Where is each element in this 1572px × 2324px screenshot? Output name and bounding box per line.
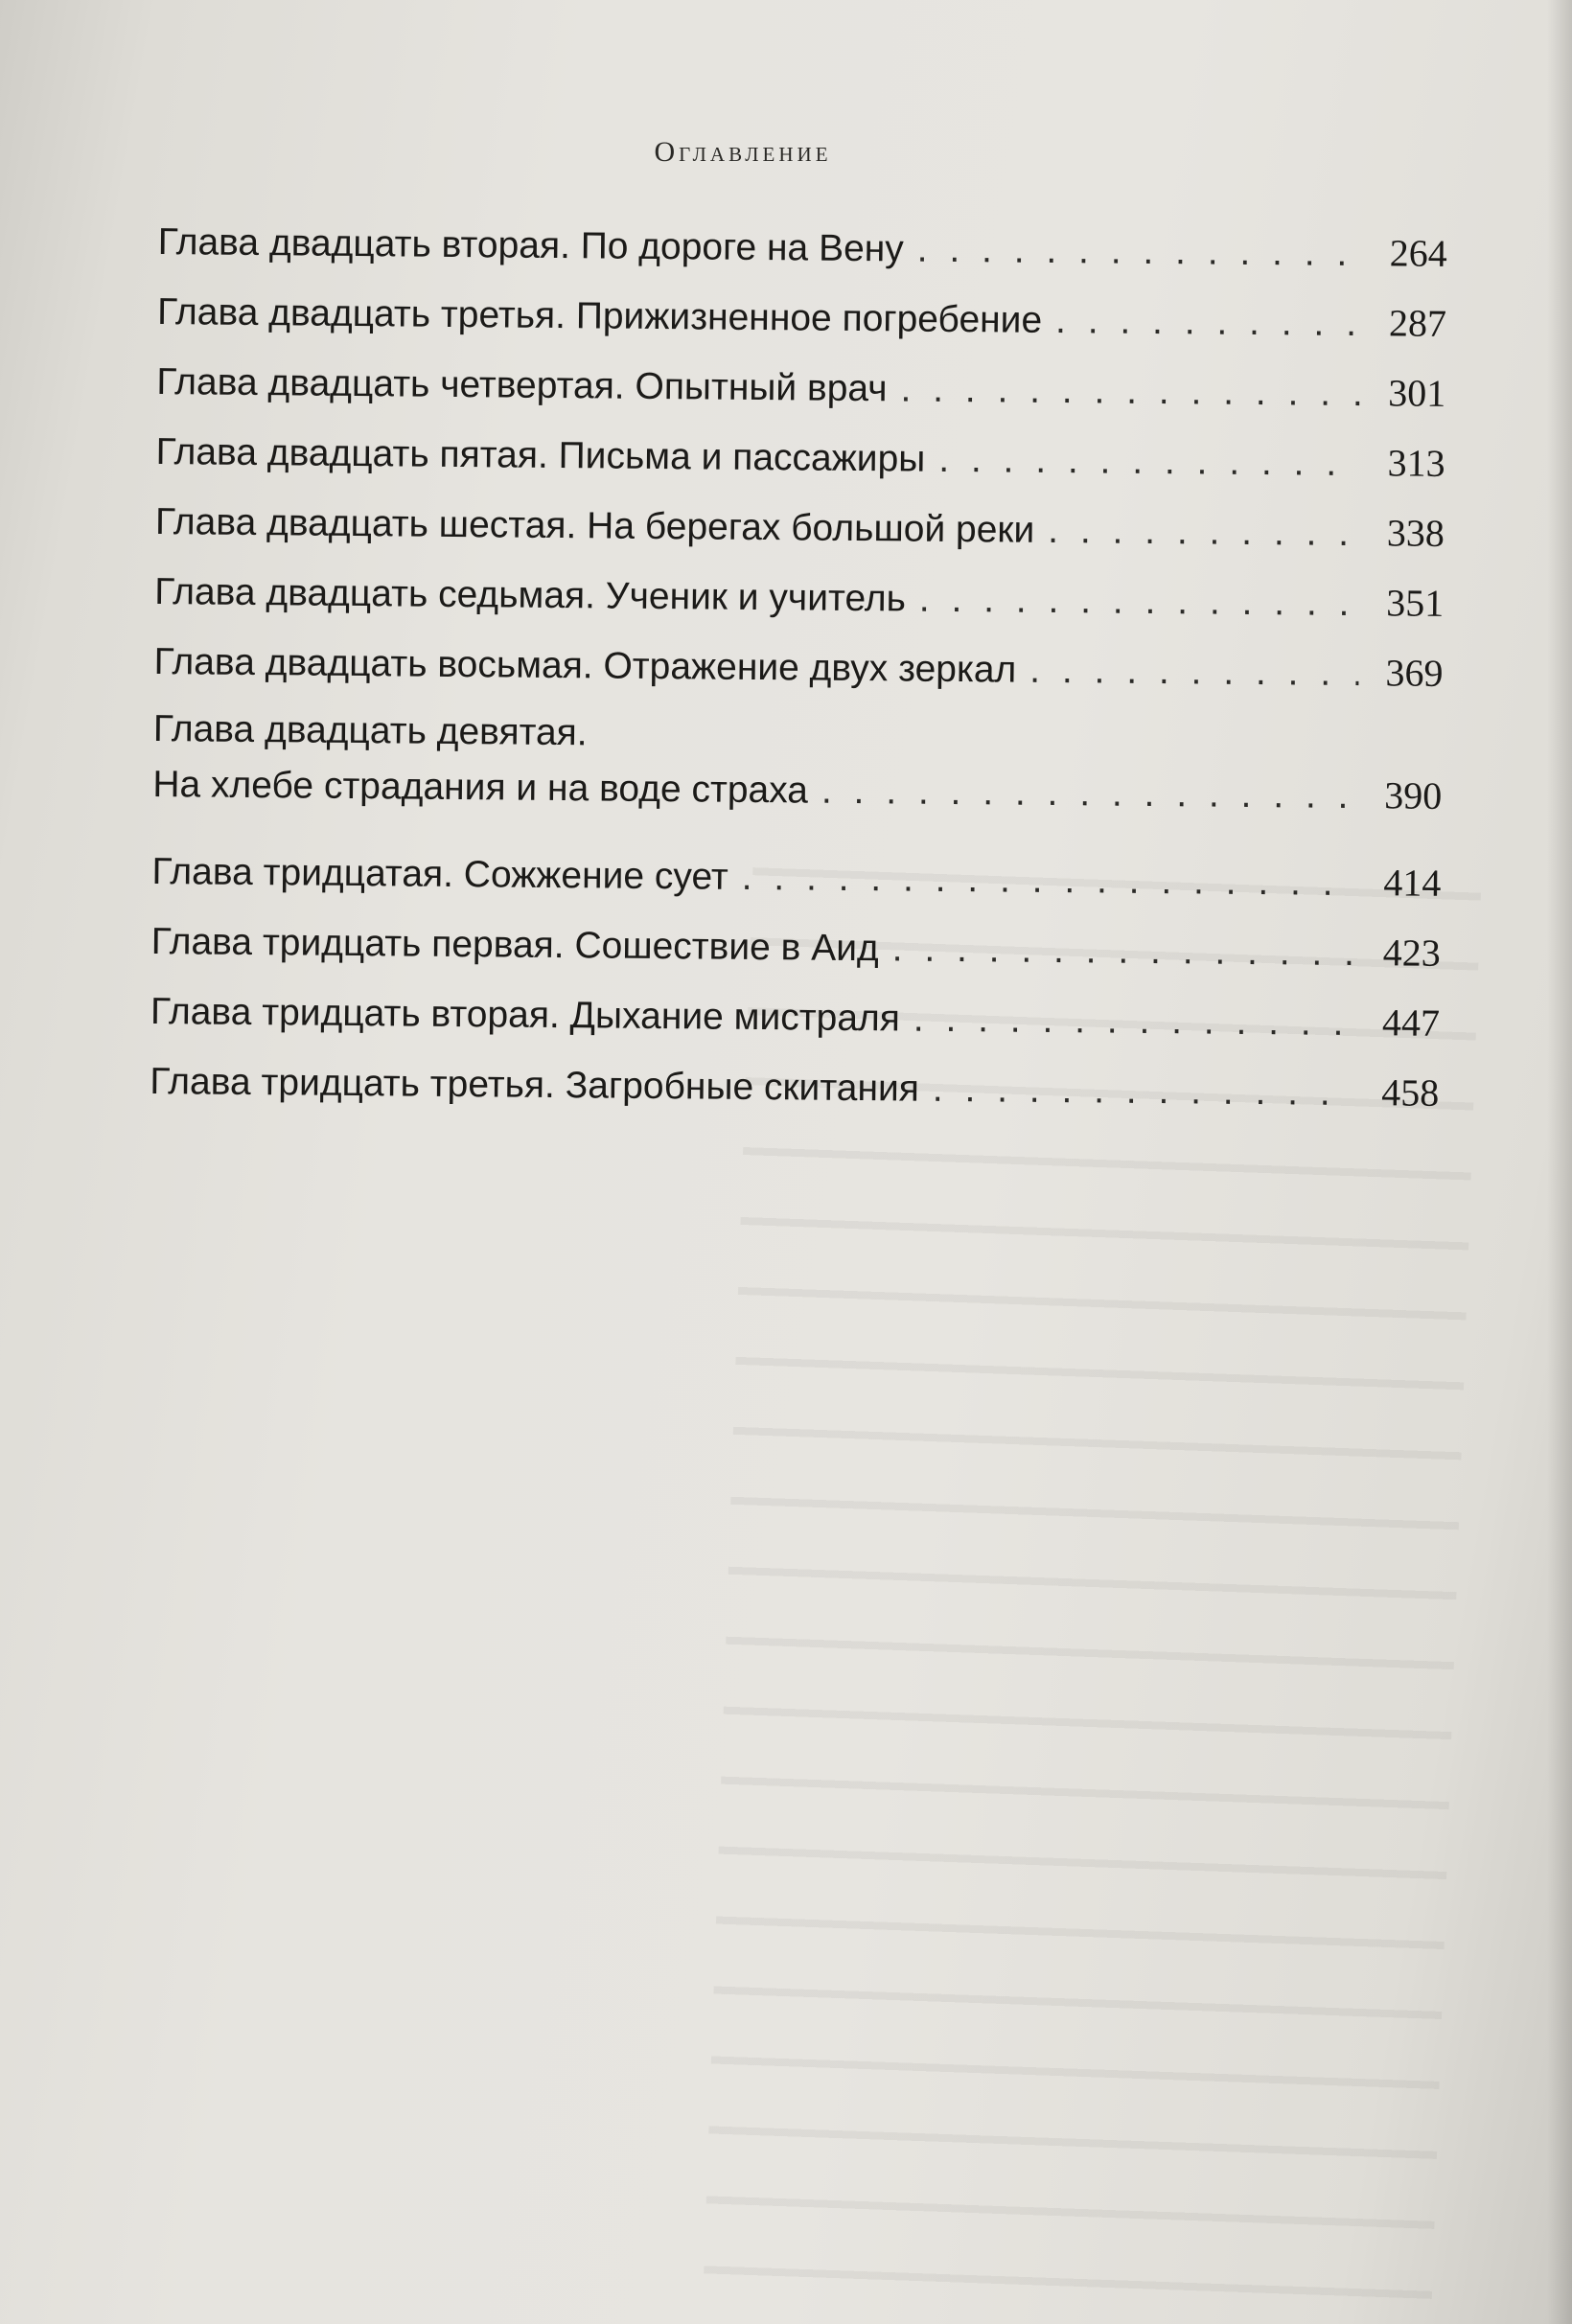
page-title: Оглавление — [654, 136, 832, 168]
toc-entry-title-line2: На хлебе страдания и на воде страха — [152, 763, 809, 812]
dot-leader — [1055, 300, 1362, 345]
toc-entry-page: 414 — [1383, 861, 1442, 905]
toc-entry — [156, 358, 1446, 441]
toc-entry-page: 369 — [1385, 651, 1444, 695]
toc-entry-page: 338 — [1386, 511, 1445, 555]
dot-leader — [742, 857, 1357, 905]
page-edge-shadow — [1547, 0, 1572, 2324]
toc-entry-title: Глава тридцать вторая. Дыхание мистраля — [150, 990, 901, 1040]
dot-leader — [933, 1069, 1355, 1115]
toc-entry — [152, 708, 1443, 861]
toc-entry-title: Глава двадцать седьмая. Ученик и учитель — [154, 570, 907, 620]
toc-entry — [151, 848, 1442, 931]
dot-leader — [919, 579, 1360, 625]
dot-leader — [821, 771, 1358, 817]
toc-entry-page: 301 — [1388, 371, 1446, 415]
toc-entry — [155, 428, 1445, 511]
toc-entry-title: Глава двадцать восьмая. Отражение двух зеркал — [153, 640, 1017, 691]
toc-entry-title: Глава тридцатая. Сожжение сует — [151, 850, 728, 898]
toc-entry-page: 287 — [1388, 301, 1447, 345]
toc-entry — [150, 1058, 1440, 1140]
toc-entry-page: 423 — [1382, 931, 1441, 975]
toc-entry — [153, 638, 1444, 721]
toc-entry — [150, 918, 1441, 1001]
toc-entry-title: Глава тридцать третья. Загробные скитания — [150, 1060, 920, 1110]
toc-entry-title: Глава двадцать четвертая. Опытный врач — [156, 360, 888, 410]
toc-entry-title: Глава тридцать первая. Сошествие в Аид — [150, 920, 879, 970]
dot-leader — [892, 928, 1356, 975]
toc-entry-page: 313 — [1387, 441, 1445, 485]
toc-entry-page: 351 — [1385, 581, 1445, 625]
dot-leader — [900, 368, 1361, 415]
dot-leader — [938, 439, 1361, 485]
toc-entry-title-line1: Глава двадцать девятая. — [152, 707, 588, 754]
toc-entry-page: 447 — [1381, 1001, 1441, 1045]
dot-leader — [917, 229, 1363, 275]
toc-entry — [154, 498, 1445, 581]
toc-entry-title: Глава двадцать третья. Прижизненное погребение — [156, 290, 1043, 341]
dot-leader — [1029, 650, 1359, 695]
toc-entry-page: 264 — [1389, 231, 1447, 275]
toc-entry — [150, 988, 1441, 1070]
toc-entry — [154, 568, 1445, 651]
toc-entry — [157, 219, 1447, 301]
toc-entry — [157, 288, 1447, 371]
table-of-contents — [150, 219, 1447, 1140]
toc-entry-title: Глава двадцать вторая. По дороге на Вену — [157, 220, 905, 270]
toc-entry-title: Глава двадцать пятая. Письма и пассажиры — [155, 430, 926, 480]
toc-entry-title: Глава двадцать шестая. На берегах большой реки — [154, 500, 1035, 551]
dot-leader — [913, 999, 1356, 1045]
toc-entry-page: 390 — [1384, 773, 1443, 817]
dot-leader — [1048, 510, 1360, 555]
toc-entry-page: 458 — [1381, 1070, 1440, 1115]
